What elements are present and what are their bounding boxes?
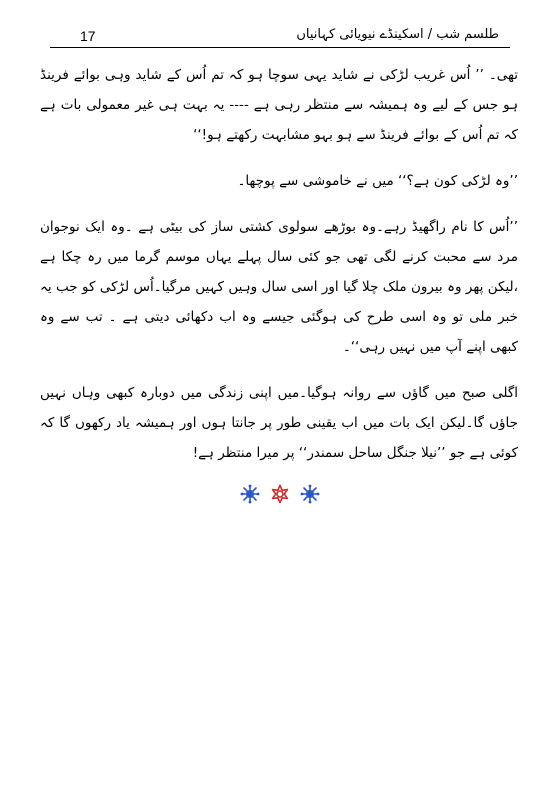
paragraph-2: ’’وہ لڑکی کون ہے؟‘‘ میں نے خاموشی سے پوچھا۔ xyxy=(237,173,518,189)
paragraph-1: تھی۔ ’’ اُس غریب لڑکی نے شاید یہی سوچا ہو کہ تم اُس کے شاید وہی بوائے فرینڈ ہو جس کے لیے وہ ہمیشہ سے منتظر رہی ہے ---- یہ بہت ہی غیر معمولی بات ہے کہ تم اُس کے بوائے فرینڈ سے ہو بہو مشابہت رکھتے ہو!‘‘ xyxy=(40,67,518,143)
snowflake-ornament-icon xyxy=(240,484,260,504)
page-number: 17 xyxy=(80,28,96,44)
paragraph-3: ’’اُس کا نام راگھیڈ رہے۔وہ بوڑھے سولوی کشتی ساز کی بیٹی ہے ۔وہ ایک نوجوان مرد سے محبت کرنے لگی تھی جو کئی سال پہلے یہاں موسم گرما میں رہ چکا ہے ،لیکن پھر وہ بیرون ملک چلا گیا اور اسی سال وہیں کہیں مرگیا۔اُس لڑکی کو جب یہ خبر ملی تو وہ اسی طرح کی ہوگئی جیسے وہ اب دکھائی دیتی ہے ۔ تب سے وہ کبھی اپنے آپ میں نہیں رہی‘‘۔ xyxy=(40,219,518,355)
paragraph-4: اگلی صبح میں گاؤں سے روانہ ہوگیا۔میں اپنی زندگی میں دوبارہ کبھی وہاں نہیں جاؤں گا۔لیکن ایک بات میں اب یقینی طور پر جانتا ہوں اور ہمیشہ یاد رکھوں گا کہ کوئی ہے جو ’’نیلا جنگل ساحل سمندر‘‘ پر میرا منتظر ہے! xyxy=(40,385,518,461)
snowflake-ornament-icon xyxy=(300,484,320,504)
body-text xyxy=(40,60,518,484)
running-header: طلسم شب / اسکینڈے نیویائی کہانیاں xyxy=(296,27,499,42)
star-ornament-icon xyxy=(270,484,290,504)
header-divider xyxy=(50,47,510,48)
section-ornaments xyxy=(0,484,559,504)
